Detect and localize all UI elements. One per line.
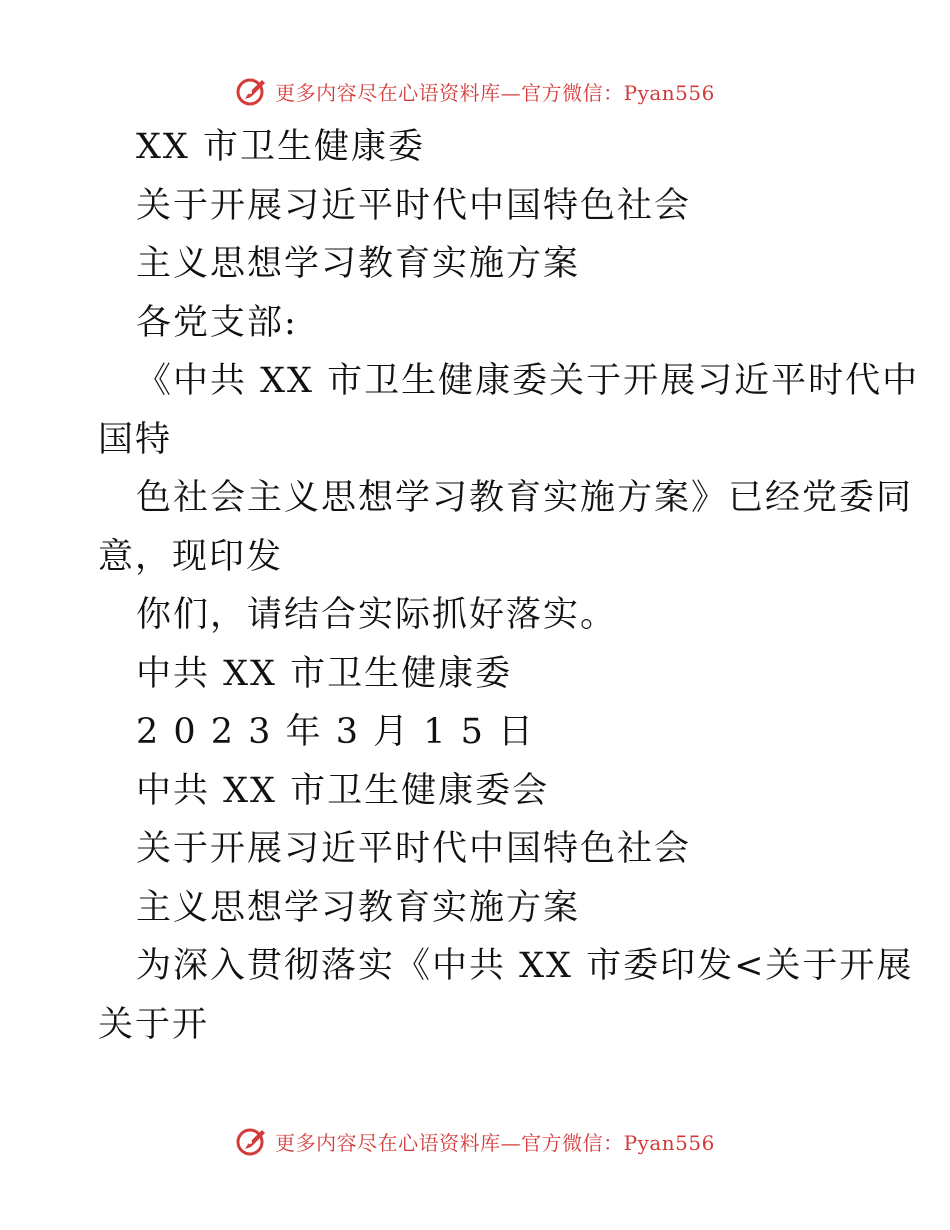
watermark-banner-bottom: [0, 1121, 950, 1161]
doc-line: 色社会主义思想学习教育实施方案》已经党委同: [136, 478, 914, 518]
doc-line: 为深入贯彻落实《中共 XX 市委印发<关于开展: [136, 946, 914, 986]
doc-line: 中共 XX 市卫生健康委: [136, 653, 513, 694]
doc-line: 国特: [98, 419, 173, 460]
doc-line: 你们，请结合实际抓好落实。: [136, 595, 618, 635]
doc-line: 中共 XX 市卫生健康委会: [136, 770, 550, 811]
doc-line: 意，现印发: [98, 536, 284, 577]
watermark-text: 更多内容尽在心语资料库—官方微信：Pyan556: [275, 1130, 715, 1155]
doc-date-line: 2 0 2 3 年 3 月 1 5 日: [136, 712, 536, 752]
doc-line: XX 市卫生健康委: [136, 127, 425, 167]
doc-line: 主义思想学习教育实施方案: [136, 244, 581, 284]
watermark-text: 更多内容尽在心语资料库—官方微信：Pyan556: [275, 80, 715, 105]
doc-line: 主义思想学习教育实施方案: [136, 887, 581, 928]
doc-line: 关于开: [98, 1004, 210, 1045]
doc-line: 各党支部:: [136, 302, 298, 343]
doc-line: 关于开展习近平时代中国特色社会: [136, 185, 692, 226]
watermark-banner-top: [0, 71, 950, 111]
doc-line: 《中共 XX 市卫生健康委关于开展习近平时代中: [136, 361, 920, 401]
doc-line: 关于开展习近平时代中国特色社会: [136, 829, 692, 869]
fountain-pen-seal-icon: [235, 1124, 269, 1158]
fountain-pen-seal-icon: [235, 74, 269, 108]
document-body: [98, 118, 920, 1054]
